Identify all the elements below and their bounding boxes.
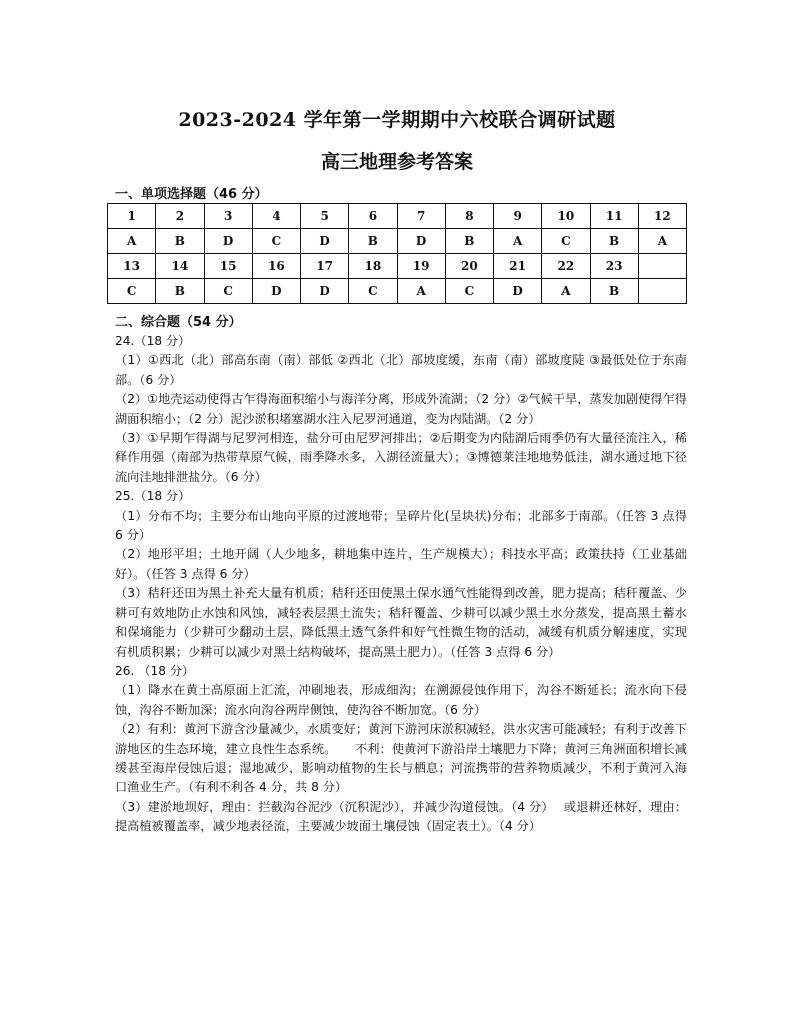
- answer-paragraph: （3）秸秆还田为黑土补充大量有机质；秸秆还田使黑土保水通气性能得到改善，肥力提高；秸秆覆盖、少耕可有效地防止水蚀和风蚀，减轻表层黑土流失；秸秆覆盖、少耕可以减少黑土水分蒸发，提高黑土蓄水和保墒能力（少耕可少翻动土层，降低黑土透气条件和好气性微生物的活动，减缓有机质分解速度，实现有机质积累；少耕可以减少对黑土结构破坏，提高黑土肥力）。（任答 3 点得 6 分）: [115, 586, 687, 659]
- table-cell: [638, 279, 686, 304]
- table-cell: 20: [445, 254, 493, 279]
- answer-paragraph: （2）地形平坦；土地开阔（人少地多，耕地集中连片，生产规模大）；科技水平高；政策扶持（工业基础好）。（任答 3 点得 6 分）: [115, 547, 687, 581]
- section-heading-multiple-choice: 一、单项选择题（46 分）: [115, 187, 268, 202]
- table-cell: [638, 254, 686, 279]
- table-cell: D: [494, 279, 542, 304]
- answer-paragraph: （1）分布不均；主要分布山地向平原的过渡地带；呈碎片化(呈块状)分布；北部多于南部。（任答 3 点得 6 分）: [115, 508, 687, 543]
- answer-key-subtitle: 高三地理参考答案: [320, 151, 473, 173]
- table-cell: 6: [349, 204, 397, 229]
- table-cell: B: [590, 229, 638, 254]
- table-cell: 18: [349, 254, 397, 279]
- question-heading: 25.（18 分）: [115, 489, 191, 504]
- table-cell: A: [638, 229, 686, 254]
- table-cell: 5: [301, 204, 349, 229]
- table-cell: 21: [494, 254, 542, 279]
- answer-row: [108, 229, 687, 254]
- table-cell: A: [542, 279, 590, 304]
- answer-row: [108, 279, 687, 304]
- answer-paragraph: （3）建淤地坝好，理由：拦截沟谷泥沙（沉积泥沙），并减少沟道侵蚀。（4 分） 或退耕还林好，理由：提高植被覆盖率，减少地表径流，主要减少坡面土壤侵蚀（固定表土）。（4 分）: [115, 799, 687, 834]
- table-cell: 19: [397, 254, 445, 279]
- table-cell: 4: [252, 204, 300, 229]
- table-cell: 17: [301, 254, 349, 279]
- table-cell: D: [397, 229, 445, 254]
- table-cell: 14: [156, 254, 204, 279]
- table-cell: 2: [156, 204, 204, 229]
- table-cell: 8: [445, 204, 493, 229]
- answer-paragraph: （2）有利：黄河下游含沙量减少，水质变好；黄河下游河床淤积减轻，洪水灾害可能减轻；有利于改善下游地区的生态环境，建立良性生态系统。 不利：使黄河下游沿岸土壤肥力下降；黄河三角洲面积增长减缓甚至海岸侵蚀后退；湿地减少，影响动植物的生长与栖息；河流携带的营养物质减少，不利于黄河入海口渔业生产。（有利不利各 4 分，共 8 分）: [115, 722, 687, 795]
- table-cell: B: [156, 279, 204, 304]
- table-cell: D: [301, 279, 349, 304]
- question-heading: 26. （18 分）: [115, 663, 195, 678]
- question-number-row: [108, 204, 687, 229]
- table-cell: B: [349, 229, 397, 254]
- answer-body: [115, 332, 687, 837]
- table-cell: 7: [397, 204, 445, 229]
- table-cell: D: [252, 279, 300, 304]
- table-cell: 12: [638, 204, 686, 229]
- answer-paragraph: （3）①早期乍得湖与尼罗河相连，盐分可由尼罗河排出；②后期变为内陆湖后雨季仍有大量径流注入，稀释作用强（南部为热带草原气候，雨季降水多，入湖径流量大）；③博德莱洼地地势低洼，湖水通过地下径流向洼地排泄盐分。（6 分）: [115, 431, 687, 484]
- question-number-row: [108, 254, 687, 279]
- table-cell: B: [445, 229, 493, 254]
- section-heading-comprehensive: 二、综合题（54 分）: [115, 315, 242, 330]
- table-cell: B: [156, 229, 204, 254]
- table-cell: C: [445, 279, 493, 304]
- answer-table: [107, 203, 687, 304]
- answer-paragraph: （2）①地壳运动使得古乍得海面积缩小与海洋分离，形成外流湖；（2 分）②气候干旱，蒸发加剧使得乍得湖面积缩小；（2 分）泥沙淤积堵塞湖水注入尼罗河通道，变为内陆湖。（2 分）: [115, 392, 687, 426]
- table-cell: A: [108, 229, 156, 254]
- table-cell: 10: [542, 204, 590, 229]
- table-cell: B: [590, 279, 638, 304]
- table-cell: D: [301, 229, 349, 254]
- question-heading: 24.（18 分）: [115, 334, 191, 348]
- table-cell: 23: [590, 254, 638, 279]
- table-cell: 11: [590, 204, 638, 229]
- table-cell: 15: [204, 254, 252, 279]
- table-cell: C: [542, 229, 590, 254]
- table-cell: 13: [108, 254, 156, 279]
- table-cell: 22: [542, 254, 590, 279]
- table-cell: A: [397, 279, 445, 304]
- table-cell: C: [349, 279, 397, 304]
- exam-title: 2023-2024 学年第一学期期中六校联合调研试题: [178, 109, 616, 131]
- table-cell: C: [252, 229, 300, 254]
- table-cell: C: [108, 279, 156, 304]
- table-cell: 16: [252, 254, 300, 279]
- answer-paragraph: （1）①西北（北）部高东南（南）部低 ②西北（北）部坡度缓，东南（南）部坡度陡 ③最低处位于东南部。（6 分）: [115, 353, 687, 387]
- answer-paragraph: （1）降水在黄土高原面上汇流，冲刷地表，形成细沟；在溯源侵蚀作用下，沟谷不断延长；流水向下侵蚀，沟谷不断加深；流水向沟谷两岸侧蚀，使沟谷不断加宽。（6 分）: [115, 683, 687, 717]
- table-cell: 3: [204, 204, 252, 229]
- table-cell: C: [204, 279, 252, 304]
- table-cell: D: [204, 229, 252, 254]
- table-cell: 1: [108, 204, 156, 229]
- table-cell: 9: [494, 204, 542, 229]
- table-cell: A: [494, 229, 542, 254]
